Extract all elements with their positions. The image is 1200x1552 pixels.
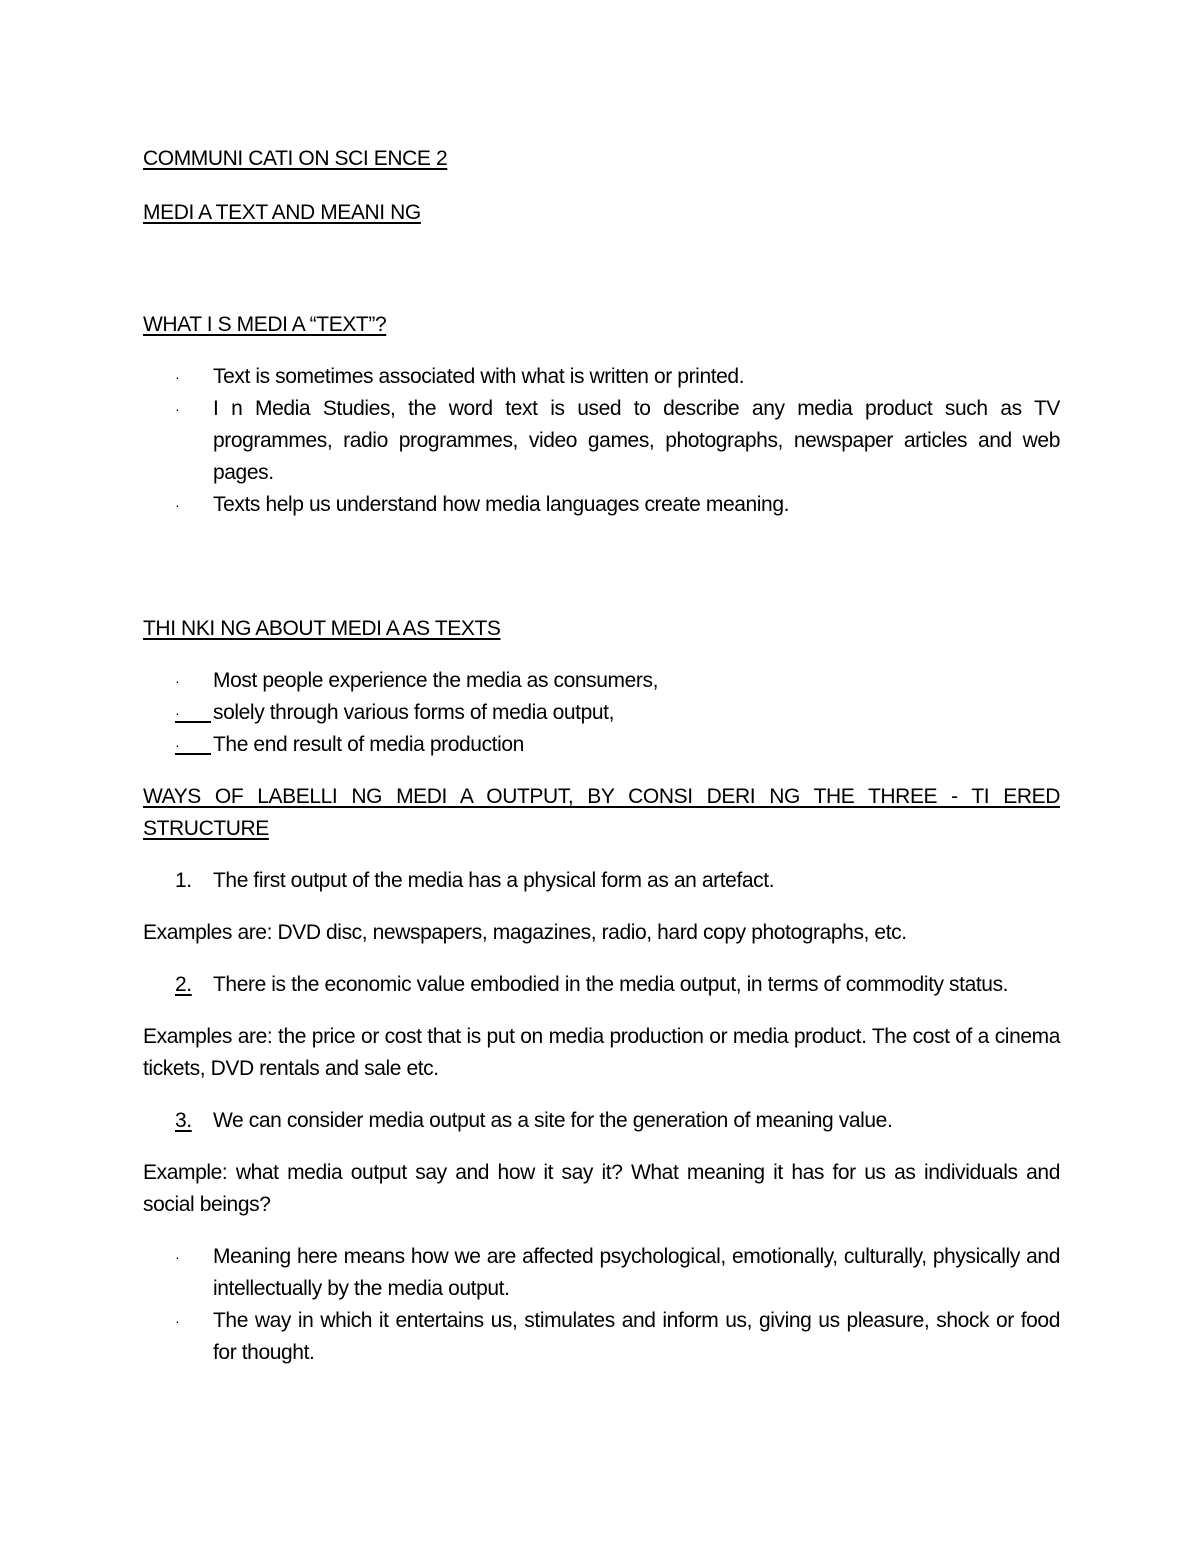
list-item	[143, 393, 1060, 489]
list-item	[143, 361, 1060, 393]
bullet-text: Texts help us understand how media languages create meaning.	[213, 493, 790, 516]
list-item	[143, 1241, 1060, 1305]
item-text: We can consider media output as a site for the generation of meaning value.	[213, 1109, 893, 1132]
list-item	[143, 489, 1060, 521]
bullet-text: I n Media Studies, the word text is used to describe any media product such as TV programmes, radio programmes, video games, photographs, newspaper articles and web pages.	[213, 397, 1060, 484]
bullet-icon: ·	[175, 369, 180, 385]
example-paragraph-2: Examples are: the price or cost that is put on media production or media product. The cost of a cinema tickets, DVD rentals and sale etc.	[143, 1025, 1060, 1080]
bullet-text: solely through various forms of media output,	[213, 701, 615, 724]
bullet-text: Text is sometimes associated with what is written or printed.	[213, 365, 745, 388]
document-body	[143, 143, 1060, 1369]
list-item	[143, 1305, 1060, 1369]
topic-title: MEDI A TEXT AND MEANI NG	[143, 201, 421, 224]
section-heading-what-is-media-text: WHAT I S MEDI A “TEXT”?	[143, 313, 387, 336]
item-text: There is the economic value embodied in the media output, in terms of commodity status.	[213, 973, 1009, 996]
item-number: 3.	[175, 1109, 192, 1132]
example-paragraph-3: Example: what media output say and how it say it? What meaning it has for us as individuals and social beings?	[143, 1161, 1060, 1216]
bullet-text: The way in which it entertains us, stimulates and inform us, giving us pleasure, shock or food for thought.	[213, 1309, 1060, 1364]
bullet-icon: ·	[175, 1313, 180, 1329]
bullet-icon: ·	[175, 1249, 180, 1265]
bullet-icon: ·	[175, 673, 180, 689]
bullet-list	[143, 665, 1060, 761]
list-item	[143, 665, 1060, 697]
bullet-text: Meaning here means how we are affected psychological, emotionally, culturally, physically and intellectually by the media output.	[213, 1245, 1060, 1300]
item-number: 2.	[175, 973, 192, 996]
numbered-item-2	[143, 969, 1060, 1001]
bullet-icon: ·	[175, 401, 180, 417]
item-text: The first output of the media has a physical form as an artefact.	[213, 869, 775, 892]
section-heading-ways-of-labelling: WAYS OF LABELLI NG MEDI A OUTPUT, BY CONSI DERI NG THE THREE - TI ERED STRUCTURE	[143, 785, 1060, 840]
list-item	[143, 729, 1060, 761]
bullet-text: The end result of media production	[213, 733, 524, 756]
bullet-icon: ·	[175, 497, 180, 513]
bullet-list	[143, 361, 1060, 521]
numbered-item-3	[143, 1105, 1060, 1137]
bullet-list	[143, 1241, 1060, 1369]
section-heading-thinking-about-media: THI NKI NG ABOUT MEDI A AS TEXTS	[143, 617, 501, 640]
bullet-text: Most people experience the media as consumers,	[213, 669, 659, 692]
bullet-icon: ·	[175, 729, 211, 755]
list-item	[143, 697, 1060, 729]
numbered-item-1	[143, 865, 1060, 897]
course-title: COMMUNI CATI ON SCI ENCE 2	[143, 147, 448, 170]
bullet-icon: ·	[175, 697, 211, 723]
item-number: 1.	[175, 869, 192, 892]
example-paragraph-1: Examples are: DVD disc, newspapers, magazines, radio, hard copy photographs, etc.	[143, 921, 907, 944]
